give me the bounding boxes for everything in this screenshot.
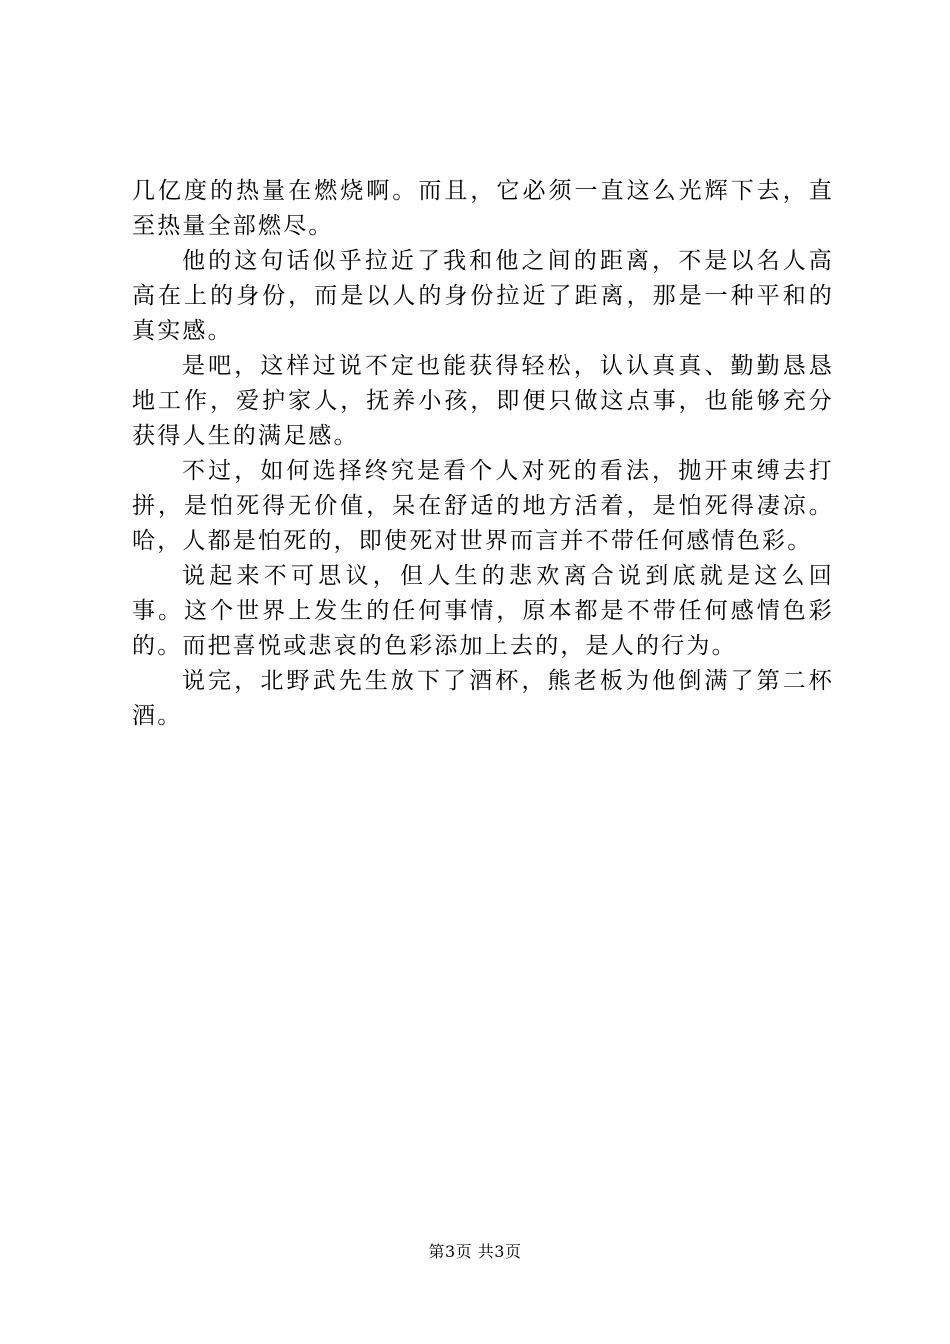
paragraph: 说起来不可思议，但人生的悲欢离合说到底就是这么回事。这个世界上发生的任何事情，原本都是不带任何感情色彩的。而把喜悦或悲哀的色彩添加上去的，是人的行为。 bbox=[132, 563, 834, 659]
paragraph-continuation: 几亿度的热量在燃烧啊。而且，它必须一直这么光辉下去，直至热量全部燃尽。 bbox=[132, 178, 834, 239]
paragraph: 是吧，这样过说不定也能获得轻松，认认真真、勤勤恳恳地工作，爱护家人，抚养小孩，即便只做这点事，也能够充分获得人生的满足感。 bbox=[132, 353, 834, 449]
paragraph: 不过，如何选择终究是看个人对死的看法，抛开束缚去打拼，是怕死得无价值，呆在舒适的地方活着，是怕死得凄凉。哈，人都是怕死的，即使死对世界而言并不带任何感情色彩。 bbox=[132, 458, 834, 554]
document-body bbox=[132, 174, 834, 734]
paragraph: 他的这句话似乎拉近了我和他之间的距离，不是以名人高高在上的身份，而是以人的身份拉近了距离，那是一种平和的真实感。 bbox=[132, 248, 834, 344]
page-number-footer: 第3页 共3页 bbox=[428, 1242, 522, 1261]
paragraph: 说完，北野武先生放下了酒杯，熊老板为他倒满了第二杯酒。 bbox=[132, 668, 834, 729]
